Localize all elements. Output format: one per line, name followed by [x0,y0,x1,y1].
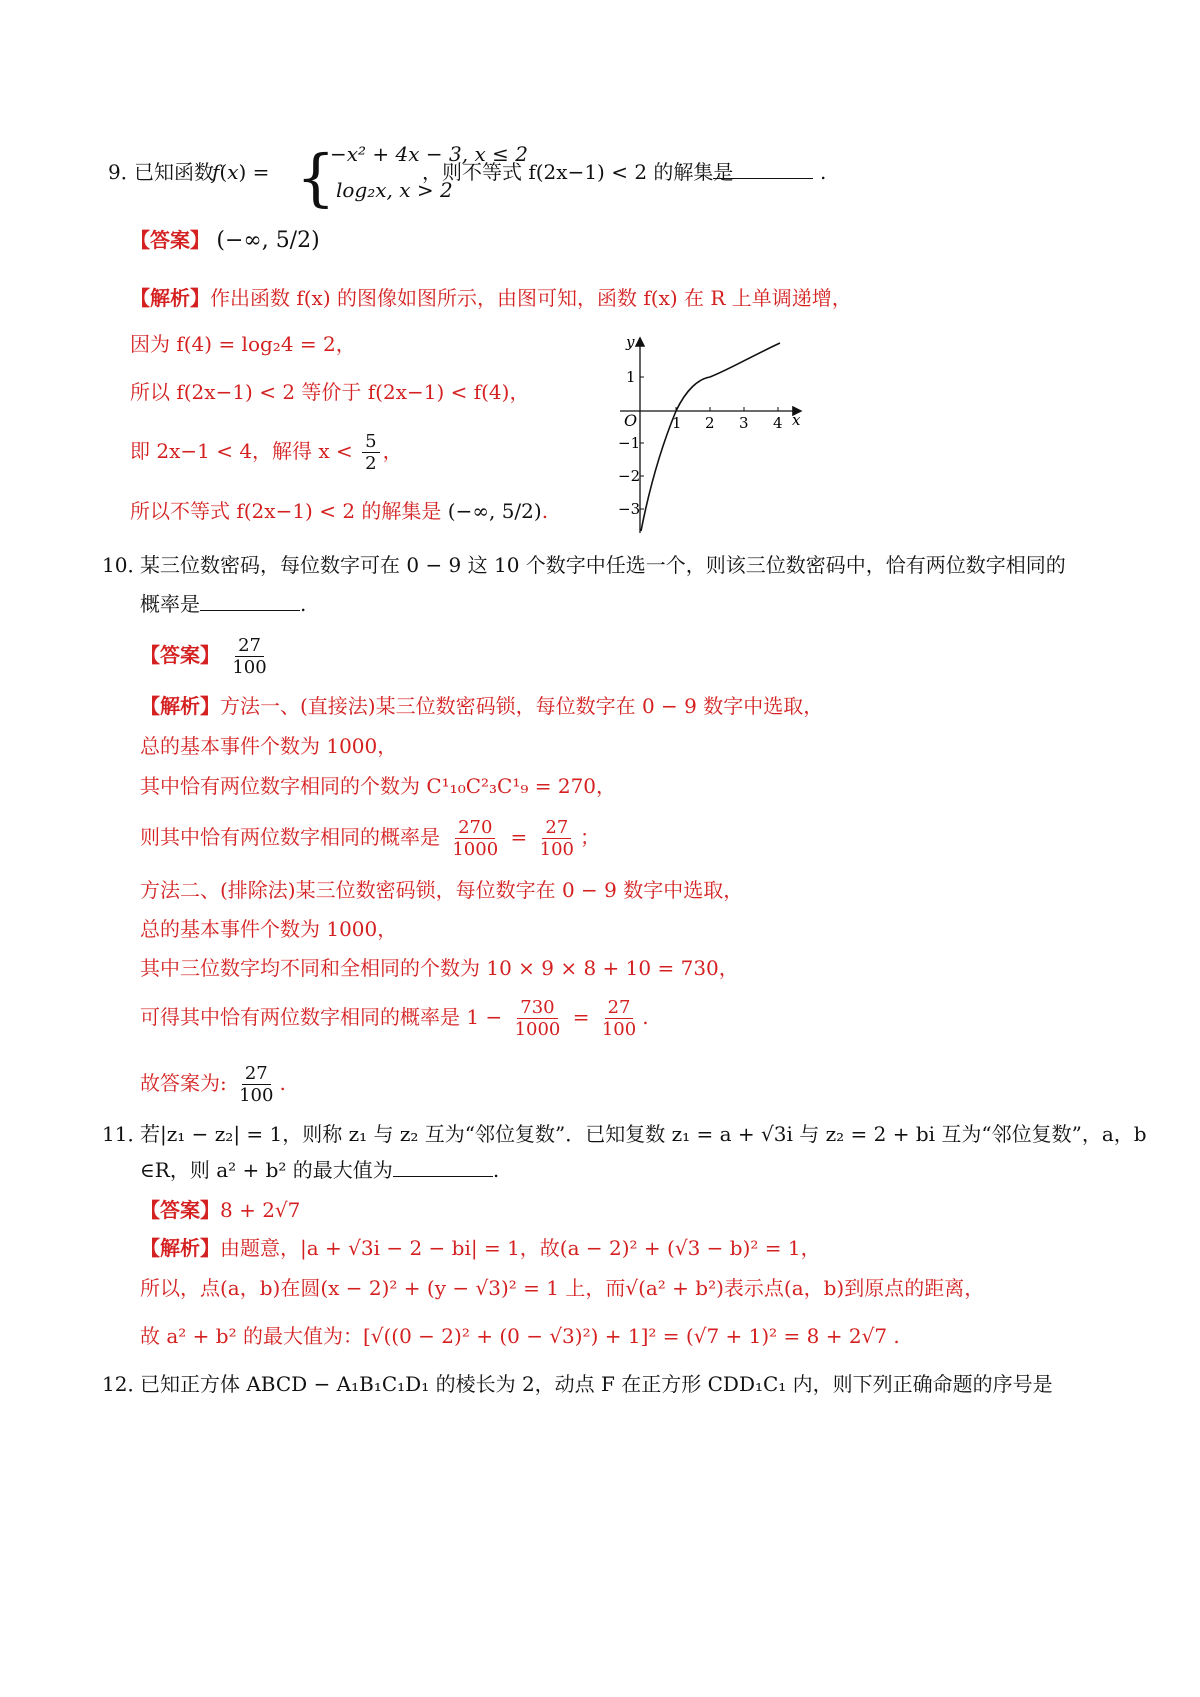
q10-l8-text: 可得其中恰有两位数字相同的概率是 1 − [140,1005,503,1029]
q9-stem-prefix: 已知函数 [134,160,214,184]
q10-analysis-line2: 总的基本事件个数为 1000， [140,734,398,758]
q11-end: . [492,1158,500,1182]
q9-analysis-line1 [130,284,852,312]
q10-l4-end: ； [580,825,601,849]
q10-number: 10． [102,553,148,577]
answer-tag: 【答案】 [140,643,220,667]
q10-analysis-line9 [140,1058,286,1108]
q9-analysis-line4 [130,426,403,476]
q10-l4-frac1 [449,817,501,860]
q9-stem-suffix: ，则不等式 f(2x−1) < 2 的解集是 [422,160,734,184]
q10-l9-end: . [279,1071,286,1095]
q9-analysis-text1: 作出函数 f(x) 的图像如图所示，由图可知，函数 f(x) 在 R 上单调递增， [210,286,852,310]
q10-analysis-line8 [140,992,649,1042]
q9-analysis-line2: 因为 f(4) = log₂4 = 2， [130,332,356,356]
analysis-tag: 【解析】 [140,694,220,718]
q9-number: 9． [108,160,141,184]
y-tick-label-m2: −2 [618,467,641,485]
q10-end: . [300,592,307,616]
q12-stem: 已知正方体 ABCD − A₁B₁C₁D₁ 的棱长为 2，动点 F 在正方形 CDD₁C₁ 内，则下列正确命题的序号是 [140,1372,1053,1396]
y-axis-label: y [626,335,635,351]
q9-answer-line [130,226,320,255]
q10-l4-text: 则其中恰有两位数字相同的概率是 [140,825,440,849]
q10-l9-text: 故答案为: [140,1071,227,1095]
frac-numerator: 27 [542,817,571,839]
q11-answer-line [140,1196,300,1224]
x-axis-label: x [792,411,801,429]
q10-stem2-text: 概率是 [140,592,200,616]
q11-stem2-text: ∈R，则 a² + b² 的最大值为 [140,1158,393,1182]
q11-stem-line1: 若|z₁ − z₂| = 1，则称 z₁ 与 z₂ 互为“邻位复数”．已知复数 z₁ = a + √3i 与 z₂ = 2 + bi 互为“邻位复数”，a，b [140,1122,1147,1146]
q10-answer-line [140,630,273,680]
q10-analysis-line6: 总的基本事件个数为 1000， [140,917,398,941]
q11-analysis-text1: 由题意，|a + √3i − 2 − bi| = 1，故(a − 2)² + (√3 − b)² = 1， [220,1236,821,1260]
q12-number: 12． [102,1372,148,1396]
x-tick-label-3: 3 [739,414,749,432]
q9-analysis-line3: 所以 f(2x−1) < 2 等价于 f(2x−1) < f(4)， [130,380,530,404]
q9-piece1: −x² + 4x − 3, x ≤ 2 [330,142,528,166]
q9-l5-interval: (−∞, 5/2) [447,499,542,523]
q10-ans-den: 100 [232,657,267,678]
x-tick-label-1: 1 [672,414,682,432]
frac-denominator: 100 [601,1019,637,1040]
q9-analysis-line5 [130,486,548,536]
q10-l4-frac2 [537,817,577,860]
q11-analysis-line2: 所以，点(a，b)在圆(x − 2)² + (y − √3)² = 1 上，而√(a² + b²)表示点(a，b)到原点的距离， [140,1276,985,1300]
y-tick-label-m3: −3 [618,500,641,518]
frac-denominator: 100 [239,1085,274,1106]
q11-answer: 8 + 2√7 [220,1198,301,1222]
q10-analysis-text1: 方法一、(直接法)某三位数密码锁，每位数字在 0 − 9 数字中选取， [220,694,824,718]
y-tick-label-1: 1 [626,368,636,386]
y-tick-label-m1: −1 [618,434,641,452]
q9-l5-text: 所以不等式 f(2x−1) < 2 的解集是 [130,499,442,523]
q9-blank [713,158,813,186]
q9-l4-end: ， [382,439,403,463]
q9-l4-fraction: $\frac{5}{2}$ [362,431,379,474]
x-tick-label-2: 2 [705,414,715,432]
q10-l8-frac2 [599,997,639,1040]
q10-stem-line1: 某三位数密码，每位数字可在 0 − 9 这 10 个数字中任选一个，则该三位数密码中，恰有两位数字相同的 [140,553,1066,577]
frac-numerator: 730 [517,997,557,1019]
frac-numerator: 270 [455,817,495,839]
equals-sign: = [572,1005,590,1029]
q10-l8-frac1 [512,997,564,1040]
q9-l5-end: . [541,499,549,523]
analysis-tag: 【解析】 [140,1236,220,1260]
q9-l4-text: 即 2x−1 < 4，解得 x < [130,439,353,463]
answer-tag: 【答案】 [130,228,210,252]
q10-l9-frac [236,1063,276,1106]
q10-ans-num: 27 [235,635,264,657]
q10-l8-end: . [642,1005,649,1029]
q10-analysis-line5: 方法二、(排除法)某三位数密码锁，每位数字在 0 − 9 数字中选取， [140,878,744,902]
frac-numerator: 27 [605,997,634,1019]
q10-blank [200,590,300,611]
q10-analysis-line3: 其中恰有两位数字相同的个数为 C¹₁₀C²₃C¹₉ = 270， [140,774,617,798]
frac-denominator: 100 [539,839,575,860]
q9-end: . [820,160,827,184]
q10-analysis-line4 [140,812,600,862]
q9-answer: (−∞, 5/2) [216,228,320,253]
q9-piece2: log₂x, x > 2 [336,178,453,202]
q9-function-graph [610,335,830,535]
frac-denominator: 1000 [452,839,499,860]
q10-answer-fraction [229,635,269,678]
q11-stem-line2 [140,1156,499,1184]
q10-analysis-line1 [140,692,823,720]
q10-stem-line2 [140,590,306,618]
q9-piecewise-brace: { [296,141,336,214]
frac-numerator: 27 [242,1063,271,1085]
q11-analysis-line1 [140,1234,821,1262]
q11-number: 11． [102,1122,148,1146]
q10-analysis-line7: 其中三位数字均不同和全相同的个数为 10 × 9 × 8 + 10 = 730， [140,956,739,980]
equals-sign: = [510,825,528,849]
q9-fx-equals: f(x) = [212,160,270,184]
origin-label: O [624,411,638,430]
analysis-tag: 【解析】 [130,286,210,310]
function-curve [641,343,780,531]
answer-tag: 【答案】 [140,1198,220,1222]
q11-blank [393,1156,493,1177]
frac-denominator: 1000 [514,1019,561,1040]
x-tick-label-4: 4 [773,414,783,432]
q11-analysis-line3: 故 a² + b² 的最大值为：[√((0 − 2)² + (0 − √3)²) + 1]² = (√7 + 1)² = 8 + 2√7 . [140,1324,900,1348]
